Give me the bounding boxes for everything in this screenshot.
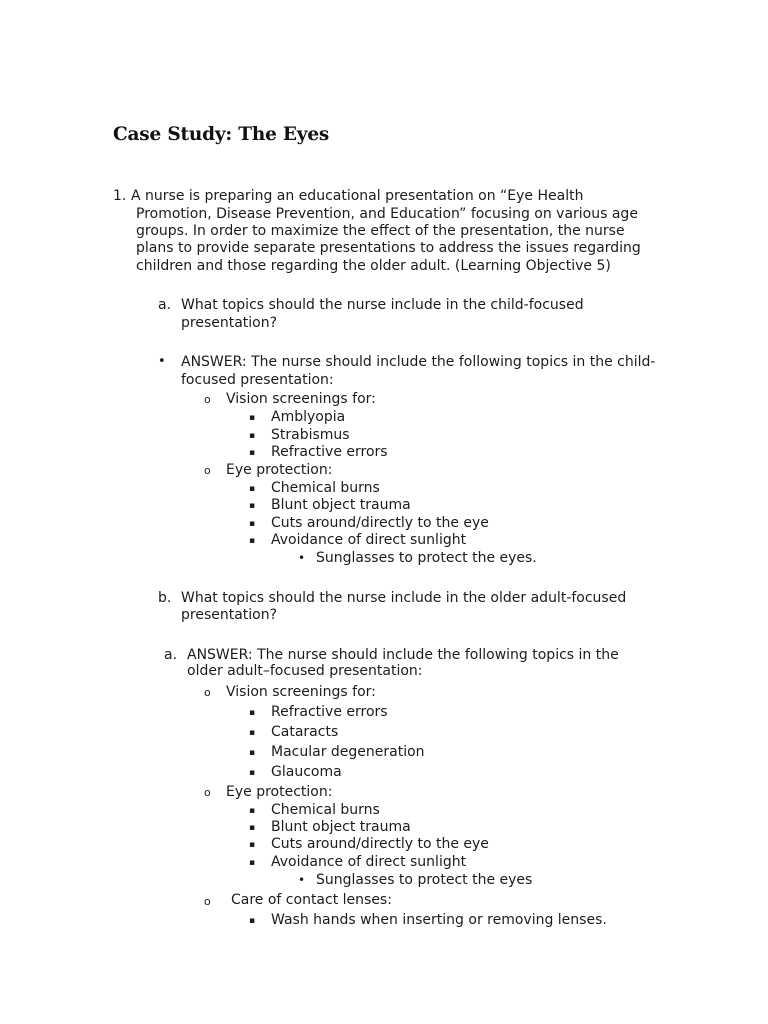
- question-text-line: Promotion, Disease Prevention, and Education” focusing on various age: [136, 206, 638, 222]
- page-title: Case Study: The Eyes: [113, 124, 330, 145]
- circle-bullet: o: [204, 686, 211, 699]
- square-bullet: ▪: [249, 431, 256, 441]
- square-bullet: ▪: [249, 840, 256, 850]
- square-bullet: ▪: [249, 413, 256, 423]
- list-item: Cuts around/directly to the eye: [271, 836, 489, 852]
- part-b-text-line: presentation?: [181, 607, 278, 623]
- disc-bullet: •: [298, 873, 306, 887]
- circle-bullet: o: [204, 895, 211, 908]
- question-text-line: A nurse is preparing an educational presentation on “Eye Health: [131, 188, 584, 204]
- group-label: Eye protection:: [226, 462, 333, 478]
- answer-a-text-line: focused presentation:: [181, 372, 334, 388]
- question-text-line: plans to provide separate presentations to address the issues regarding: [136, 240, 641, 256]
- circle-bullet: o: [204, 786, 211, 799]
- answer-b-marker: a.: [164, 647, 178, 663]
- list-item: Macular degeneration: [271, 744, 425, 760]
- list-item: Chemical burns: [271, 480, 380, 496]
- part-b-text-line: What topics should the nurse include in the older adult-focused: [181, 590, 627, 606]
- answer-a-text-line: ANSWER: The nurse should include the following topics in the child-: [181, 354, 656, 370]
- square-bullet: ▪: [249, 519, 256, 529]
- list-item: Chemical burns: [271, 802, 380, 818]
- circle-bullet: o: [204, 393, 211, 406]
- list-item: Avoidance of direct sunlight: [271, 854, 467, 870]
- square-bullet: ▪: [249, 448, 256, 458]
- part-a-text-line: presentation?: [181, 315, 278, 331]
- circle-bullet: o: [204, 464, 211, 477]
- square-bullet: ▪: [249, 768, 256, 778]
- list-item: Refractive errors: [271, 444, 388, 460]
- answer-b-text-line: ANSWER: The nurse should include the following topics in the: [187, 647, 619, 663]
- square-bullet: ▪: [249, 501, 256, 511]
- answer-a-bullet: •: [158, 354, 166, 369]
- square-bullet: ▪: [249, 748, 256, 758]
- question-number: 1.: [113, 188, 127, 204]
- sub-list-item: Sunglasses to protect the eyes: [316, 872, 533, 888]
- square-bullet: ▪: [249, 916, 256, 926]
- list-item: Glaucoma: [271, 764, 342, 780]
- disc-bullet: •: [298, 551, 306, 565]
- list-item: Strabismus: [271, 427, 350, 443]
- list-item: Cataracts: [271, 724, 339, 740]
- square-bullet: ▪: [249, 536, 256, 546]
- list-item: Blunt object trauma: [271, 819, 411, 835]
- part-b-marker: b.: [158, 590, 172, 606]
- group-label: Care of contact lenses:: [231, 892, 392, 908]
- square-bullet: ▪: [249, 484, 256, 494]
- answer-b-text-line: older adult–focused presentation:: [187, 663, 423, 679]
- list-item: Amblyopia: [271, 409, 346, 425]
- square-bullet: ▪: [249, 823, 256, 833]
- question-text-line: children and those regarding the older adult. (Learning Objective 5): [136, 258, 611, 274]
- list-item: Wash hands when inserting or removing lenses.: [271, 912, 607, 928]
- group-label: Vision screenings for:: [226, 684, 376, 700]
- square-bullet: ▪: [249, 858, 256, 868]
- list-item: Cuts around/directly to the eye: [271, 515, 489, 531]
- question-text-line: groups. In order to maximize the effect of the presentation, the nurse: [136, 223, 625, 239]
- list-item: Avoidance of direct sunlight: [271, 532, 467, 548]
- list-item: Blunt object trauma: [271, 497, 411, 513]
- sub-list-item: Sunglasses to protect the eyes.: [316, 550, 537, 566]
- part-a-marker: a.: [158, 297, 172, 313]
- square-bullet: ▪: [249, 806, 256, 816]
- square-bullet: ▪: [249, 708, 256, 718]
- group-label: Eye protection:: [226, 784, 333, 800]
- square-bullet: ▪: [249, 728, 256, 738]
- part-a-text-line: What topics should the nurse include in the child-focused: [181, 297, 584, 313]
- list-item: Refractive errors: [271, 704, 388, 720]
- group-label: Vision screenings for:: [226, 391, 376, 407]
